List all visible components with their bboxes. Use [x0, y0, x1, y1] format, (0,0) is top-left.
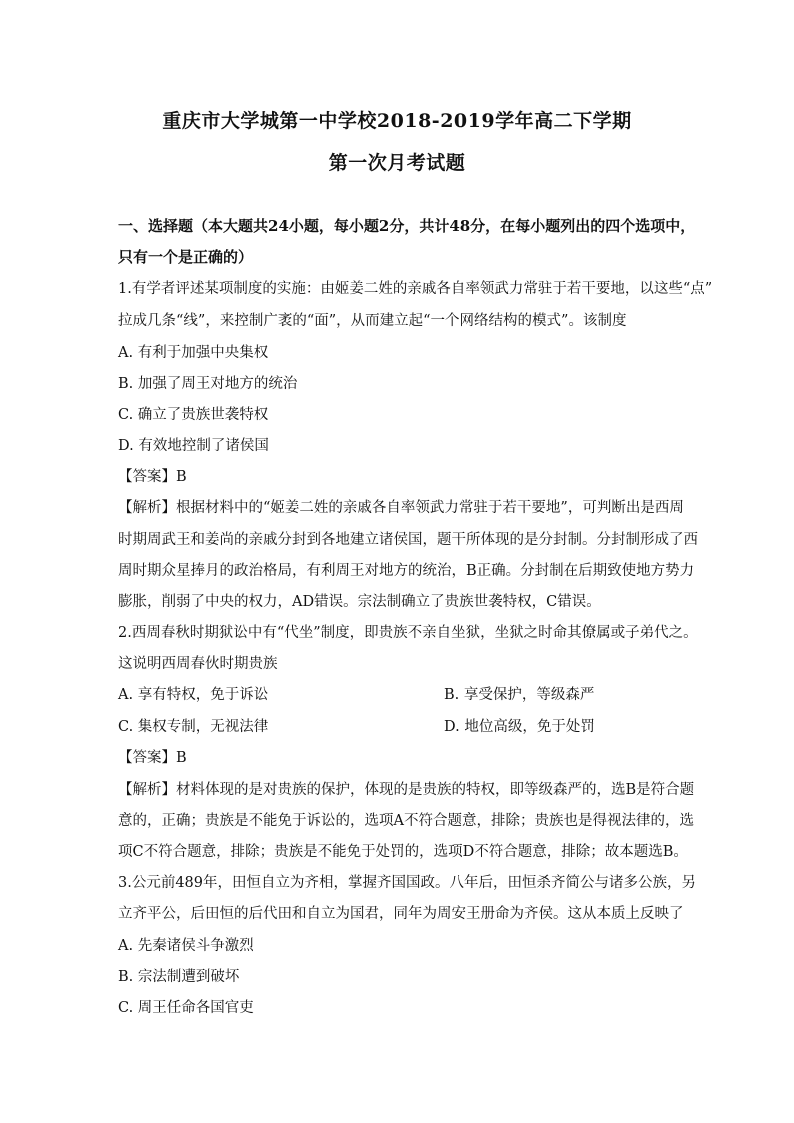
question-1-analysis: 周时期众星捧月的政治格局，有利周王对地方的统治，B正确。分封制在后期致使地方势力 — [118, 563, 695, 579]
section-heading: 一、选择题（本大题共24小题，每小题2分，共计48分，在每小题列出的四个选项中， — [118, 217, 696, 235]
question-1-stem: 拉成几条“线”，来控制广袤的“面”，从而建立起“一个网络结构的模式”。该制度 — [118, 313, 627, 329]
question-2-stem: 这说明西周春伙时期贵族 — [118, 656, 278, 672]
question-2-option-d: D. 地位高级，免于处罚 — [444, 719, 595, 735]
question-2-option-a: A. 享有特权，免于诉讼 — [118, 687, 269, 703]
document-title: 重庆市大学城第一中学校2018-2019学年高二下学期 — [162, 110, 632, 132]
question-1-analysis: 【解析】根据材料中的“姬姜二姓的亲戚各自率领武力常驻于若干要地”，可判断出是西周 — [118, 500, 684, 516]
section-heading-cont: 只有一个是正确的） — [118, 248, 254, 266]
question-1-stem: 1.有学者评述某项制度的实施：由姬姜二姓的亲戚各自率领武力常驻于若干要地，以这些“点” — [118, 281, 713, 297]
question-1-analysis: 膨胀，削弱了中央的权力，AD错误。宗法制确立了贵族世袭特权，C错误。 — [118, 594, 601, 610]
question-3-option-c: C. 周王任命各国官吏 — [118, 1000, 254, 1016]
question-2-analysis: 项C不符合题意，排除；贵族是不能免于处罚的，选项D不符合题意，排除；故本题选B。 — [118, 844, 688, 860]
question-1-analysis: 时期周武王和姜尚的亲戚分封到各地建立诸侯国，题干所体现的是分封制。分封制形成了西 — [118, 532, 698, 548]
question-1-option-d: D. 有效地控制了诸侯国 — [118, 438, 269, 454]
question-1-answer: 【答案】B — [118, 469, 187, 485]
question-1-option-c: C. 确立了贵族世袭特权 — [118, 407, 269, 423]
question-1-option-b: B. 加强了周王对地方的统治 — [118, 376, 298, 392]
question-3-stem: 3.公元前489年，田恒自立为齐相，掌握齐国国政。八年后，田恒杀齐简公与诸多公族，另 — [118, 875, 697, 891]
question-1-option-a: A. 有利于加强中央集权 — [118, 345, 269, 361]
question-2-analysis: 【解析】材料体现的是对贵族的保护，体现的是贵族的特权，即等级森严的，选B是符合题 — [118, 782, 695, 798]
question-3-option-a: A. 先秦诸侯斗争激烈 — [118, 938, 254, 954]
question-3-option-b: B. 宗法制遭到破坏 — [118, 969, 240, 985]
question-2-answer: 【答案】B — [118, 750, 187, 766]
question-2-option-b: B. 享受保护，等级森严 — [444, 687, 595, 703]
document-subtitle: 第一次月考试题 — [328, 152, 466, 174]
question-2-option-c: C. 集权专制，无视法律 — [118, 719, 269, 735]
question-3-stem: 立齐平公，后田恒的后代田和自立为国君，同年为周安王册命为齐侯。这从本质上反映了 — [118, 906, 684, 922]
question-2-analysis: 意的，正确；贵族是不能免于诉讼的，选项A不符合题意，排除；贵族也是得视法律的，选 — [118, 813, 694, 829]
question-2-stem: 2.西周春秋时期狱讼中有“代坐”制度，即贵族不亲自坐狱，坐狱之时命其僚属或子弟代之。 — [118, 625, 698, 641]
